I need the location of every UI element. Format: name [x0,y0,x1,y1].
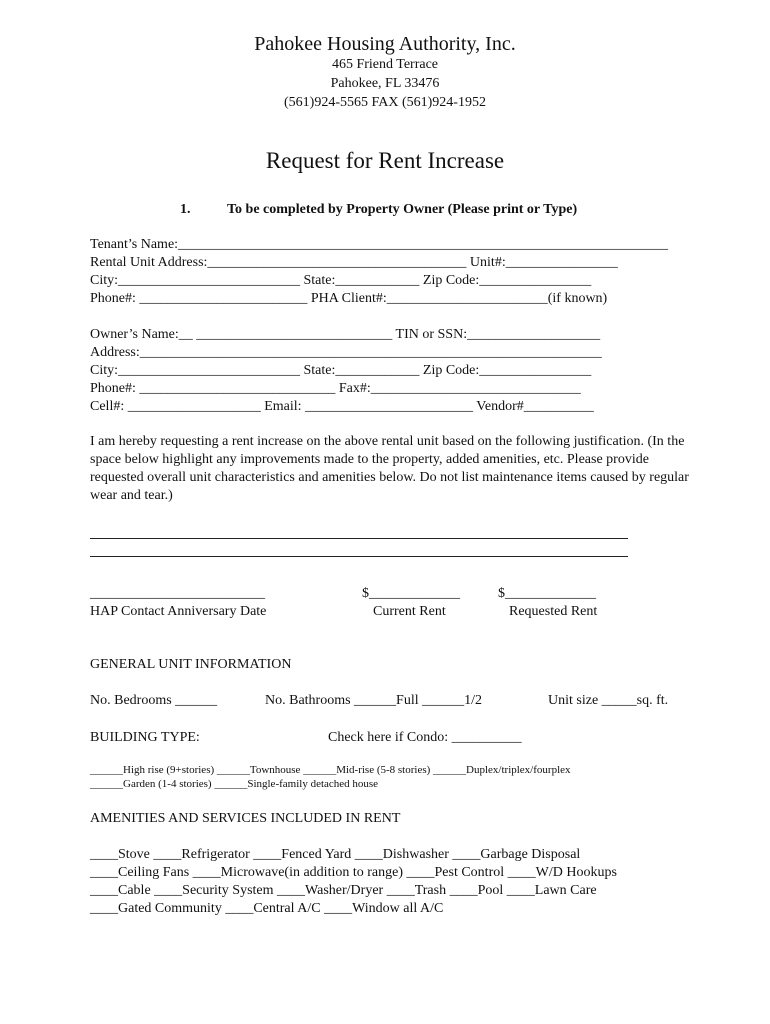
amenities-line-4[interactable]: ____Gated Community ____Central A/C ____Window all A/C [90,901,444,916]
justification-paragraph: I am hereby requesting a rent increase on the above rental unit based on the following justification. (In the space below highlight any improvements made to the property, added amenities, etc. Please provide requested overall unit characteristics and amenities below. Do not list maintenance items caused by regular wear and tear.) [90,434,689,503]
amenities-line-1[interactable]: ____Stove ____Refrigerator ____Fenced Yard ____Dishwasher ____Garbage Disposal [90,847,581,862]
street-address: 465 Friend Terrace [331,57,439,72]
current-rent-label: Current Rent [373,604,446,619]
bedrooms-field[interactable]: No. Bedrooms ______ [90,693,218,708]
building-types-line-2[interactable]: ______Garden (1-4 stories) ______Single-family detached house [90,778,379,790]
owner-address-field[interactable]: Address:__________________________________________________________________ [90,345,602,360]
organization-name: Pahokee Housing Authority, Inc. [254,33,516,55]
bathrooms-field[interactable]: No. Bathrooms ______Full ______1/2 [265,693,483,708]
amenities-line-2[interactable]: ____Ceiling Fans ____Microwave(in addition to range) ____Pest Control ____W/D Hookups [90,865,617,880]
section-number: 1. [180,202,191,217]
condo-check-field[interactable]: Check here if Condo: __________ [328,730,522,745]
requested-rent-field[interactable]: $_____________ [498,586,596,601]
general-info-heading: GENERAL UNIT INFORMATION [90,657,292,672]
justification-line-1[interactable] [90,538,628,539]
anniversary-date-label: HAP Contact Anniversary Date [90,604,267,619]
form-title: Request for Rent Increase [265,148,505,173]
amenities-heading: AMENITIES AND SERVICES INCLUDED IN RENT [90,811,401,826]
section-heading: To be completed by Property Owner (Please print or Type) [227,202,578,217]
owner-phone-fax-field[interactable]: Phone#: ____________________________ Fax#:______________________________ [90,381,581,396]
building-type-label: BUILDING TYPE: [90,730,200,745]
amenities-line-3[interactable]: ____Cable ____Security System ____Washer/Dryer ____Trash ____Pool ____Lawn Care [90,883,597,898]
city-state-zip: Pahokee, FL 33476 [330,76,440,91]
phone-fax: (561)924-5565 FAX (561)924-1952 [284,95,486,110]
tenant-name-field[interactable]: Tenant’s Name:______________________________________________________________________ [90,237,669,252]
owner-name-field[interactable]: Owner’s Name:__ ____________________________ TIN or SSN:___________________ [90,327,601,342]
owner-cell-email-field[interactable]: Cell#: ___________________ Email: ________________________ Vendor#__________ [90,399,594,414]
unit-size-field[interactable]: Unit size _____sq. ft. [548,693,669,708]
current-rent-field[interactable]: $_____________ [362,586,460,601]
tenant-phone-field[interactable]: Phone#: ________________________ PHA Client#:_______________________(if known) [90,291,608,306]
anniversary-date-field[interactable]: _________________________ [90,586,265,601]
justification-line-2[interactable] [90,556,628,557]
building-types-line-1[interactable]: ______High rise (9+stories) ______Townhouse ______Mid-rise (5-8 stories) ______Duplex/triplex/fourplex [90,764,571,776]
owner-city-state-zip-field[interactable]: City:__________________________ State:____________ Zip Code:________________ [90,363,592,378]
tenant-city-state-zip-field[interactable]: City:__________________________ State:____________ Zip Code:________________ [90,273,592,288]
requested-rent-label: Requested Rent [509,604,598,619]
rental-unit-address-field[interactable]: Rental Unit Address:_____________________________________ Unit#:________________ [90,255,618,270]
